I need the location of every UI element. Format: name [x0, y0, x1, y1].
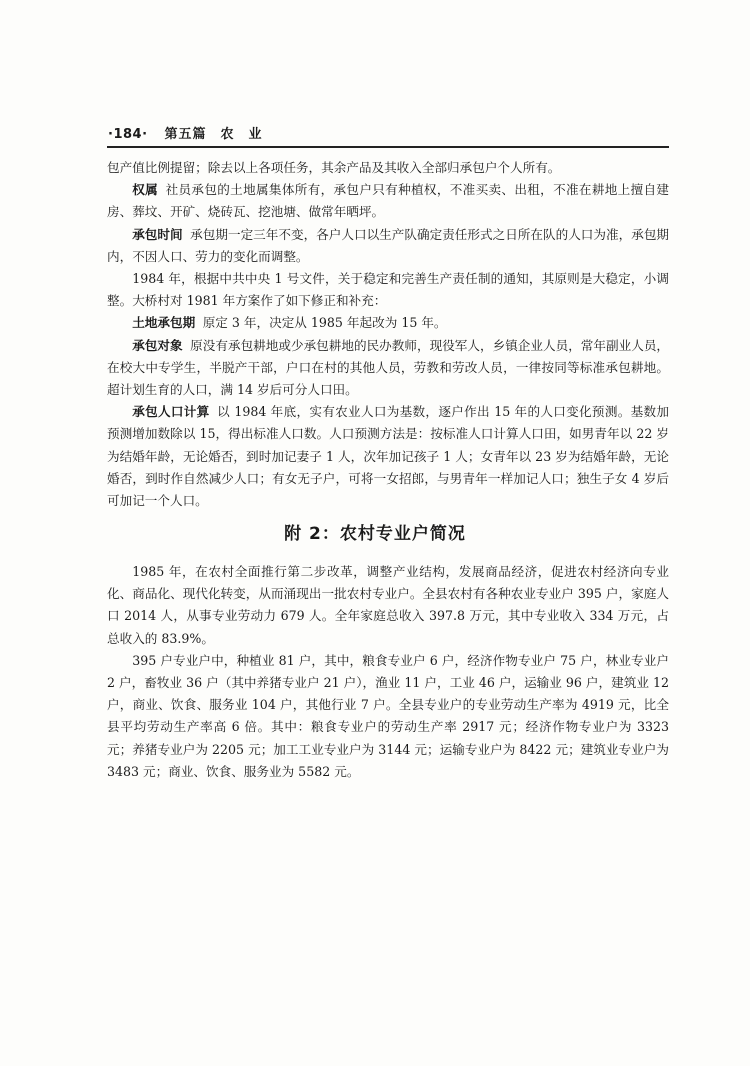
running-header — [108, 123, 668, 145]
paragraph — [107, 157, 669, 179]
paragraph: 395 户专业户中，种植业 81 户，其中，粮食专业户 6 户，经济作物专业户 75 户，林业专业户 2 户，畜牧业 36 户（其中养猪专业户 21 户），渔业 11 户，工业 46 户，运输业 96 户，建筑业 12 户，商业、饮食、服务业 104 户，其他行业 7 户。全县专业户的专业劳动生产率为 4919 元，比全县平均劳动生产率高 6 倍。其中：粮食专业户的劳动生产率 2917 元；经济作物专业户为 3323 元；养猪专业户为 2205 元；加工工业专业户为 3144 元；运输专业户为 8422 元；建筑业专业户为 3483 元；商业、饮食、服务业为 5582 元。 — [107, 652, 669, 779]
paragraph-text: 社员承包的土地属集体所有，承包户只有种植权，不准买卖、出租，不准在耕地上擅自建房、葬坟、开矿、烧砖瓦、挖池塘、做常年晒坪。 — [107, 182, 670, 220]
paragraph — [107, 179, 669, 223]
paragraph-text: 以 1984 年底，实有农业人口为基数，逐户作出 15 年的人口变化预测。基数加预测增加数除以 15，得出标准人口数。人口预测方法是：按标准人口计算人口田，如男青年以 22 岁为结婚年龄，无论婚否，到时加记妻子 1 人，次年加记孩子 1 人；女青年以 23 岁为结婚年龄，无论婚否，到时作自然减少人口；有女无子户，可将一女招郎，与男青年一样加记人口；独生子女 4 岁后可加记一个人口。 — [107, 404, 670, 509]
paragraph-text: 原定 3 年，决定从 1985 年起改为 15 年。 — [202, 315, 447, 331]
paragraph-term: 承包人口计算 — [132, 404, 210, 420]
appendix-text — [107, 561, 669, 783]
main-text — [107, 157, 669, 512]
paragraph-text: 原没有承包耕地或少承包耕地的民办教师，现役军人，乡镇企业人员，常年副业人员，在校大中专学生，半脱产干部，户口在村的其他人员，劳教和劳改人员，一律按同等标准承包耕地。超计划生育的人口，满 14 岁后可分人口田。 — [107, 337, 670, 398]
paragraph-term: 承包时间 — [132, 226, 183, 242]
header-rule — [107, 146, 669, 148]
paragraph — [107, 268, 669, 312]
paragraph-text: 1984 年，根据中共中央 1 号文件，关于稳定和完善生产责任制的通知，其原则是大稳定，小调整。大桥村对 1981 年方案作了如下修正和补充： — [107, 271, 669, 309]
paragraph — [107, 224, 669, 268]
paragraph-text: 包产值比例提留；除去以上各项任务，其余产品及其收入全部归承包户个人所有。 — [107, 160, 561, 175]
page-number: ·184· — [108, 127, 148, 142]
paragraph — [107, 312, 669, 334]
paragraph-term: 土地承包期 — [132, 315, 196, 331]
paragraph-text: 承包期一定三年不变，各户人口以生产队确定责任形式之日所在队的人口为准，承包期内，不因人口、劳力的变化而调整。 — [107, 226, 670, 264]
appendix-title: 附 2：农村专业户简况 — [284, 524, 466, 544]
paragraph: 1985 年，在农村全面推行第二步改革，调整产业结构，发展商品经济，促进农村经济向专业化、商品化、现代化转变，从而涌现出一批农村专业户。全县农村有各种农业专业户 395 户，家庭人口 2014 人，从事专业劳动力 679 人。全年家庭总收入 397.8 万元，其中专业收入 334 万元，占总收入的 83.9%。 — [107, 564, 669, 646]
paragraph-term: 承包对象 — [132, 337, 183, 353]
paragraph-term: 权属 — [132, 182, 159, 198]
paragraph — [107, 401, 669, 512]
section-title: 第五篇 农 业 — [164, 127, 263, 142]
paragraph — [107, 335, 669, 402]
